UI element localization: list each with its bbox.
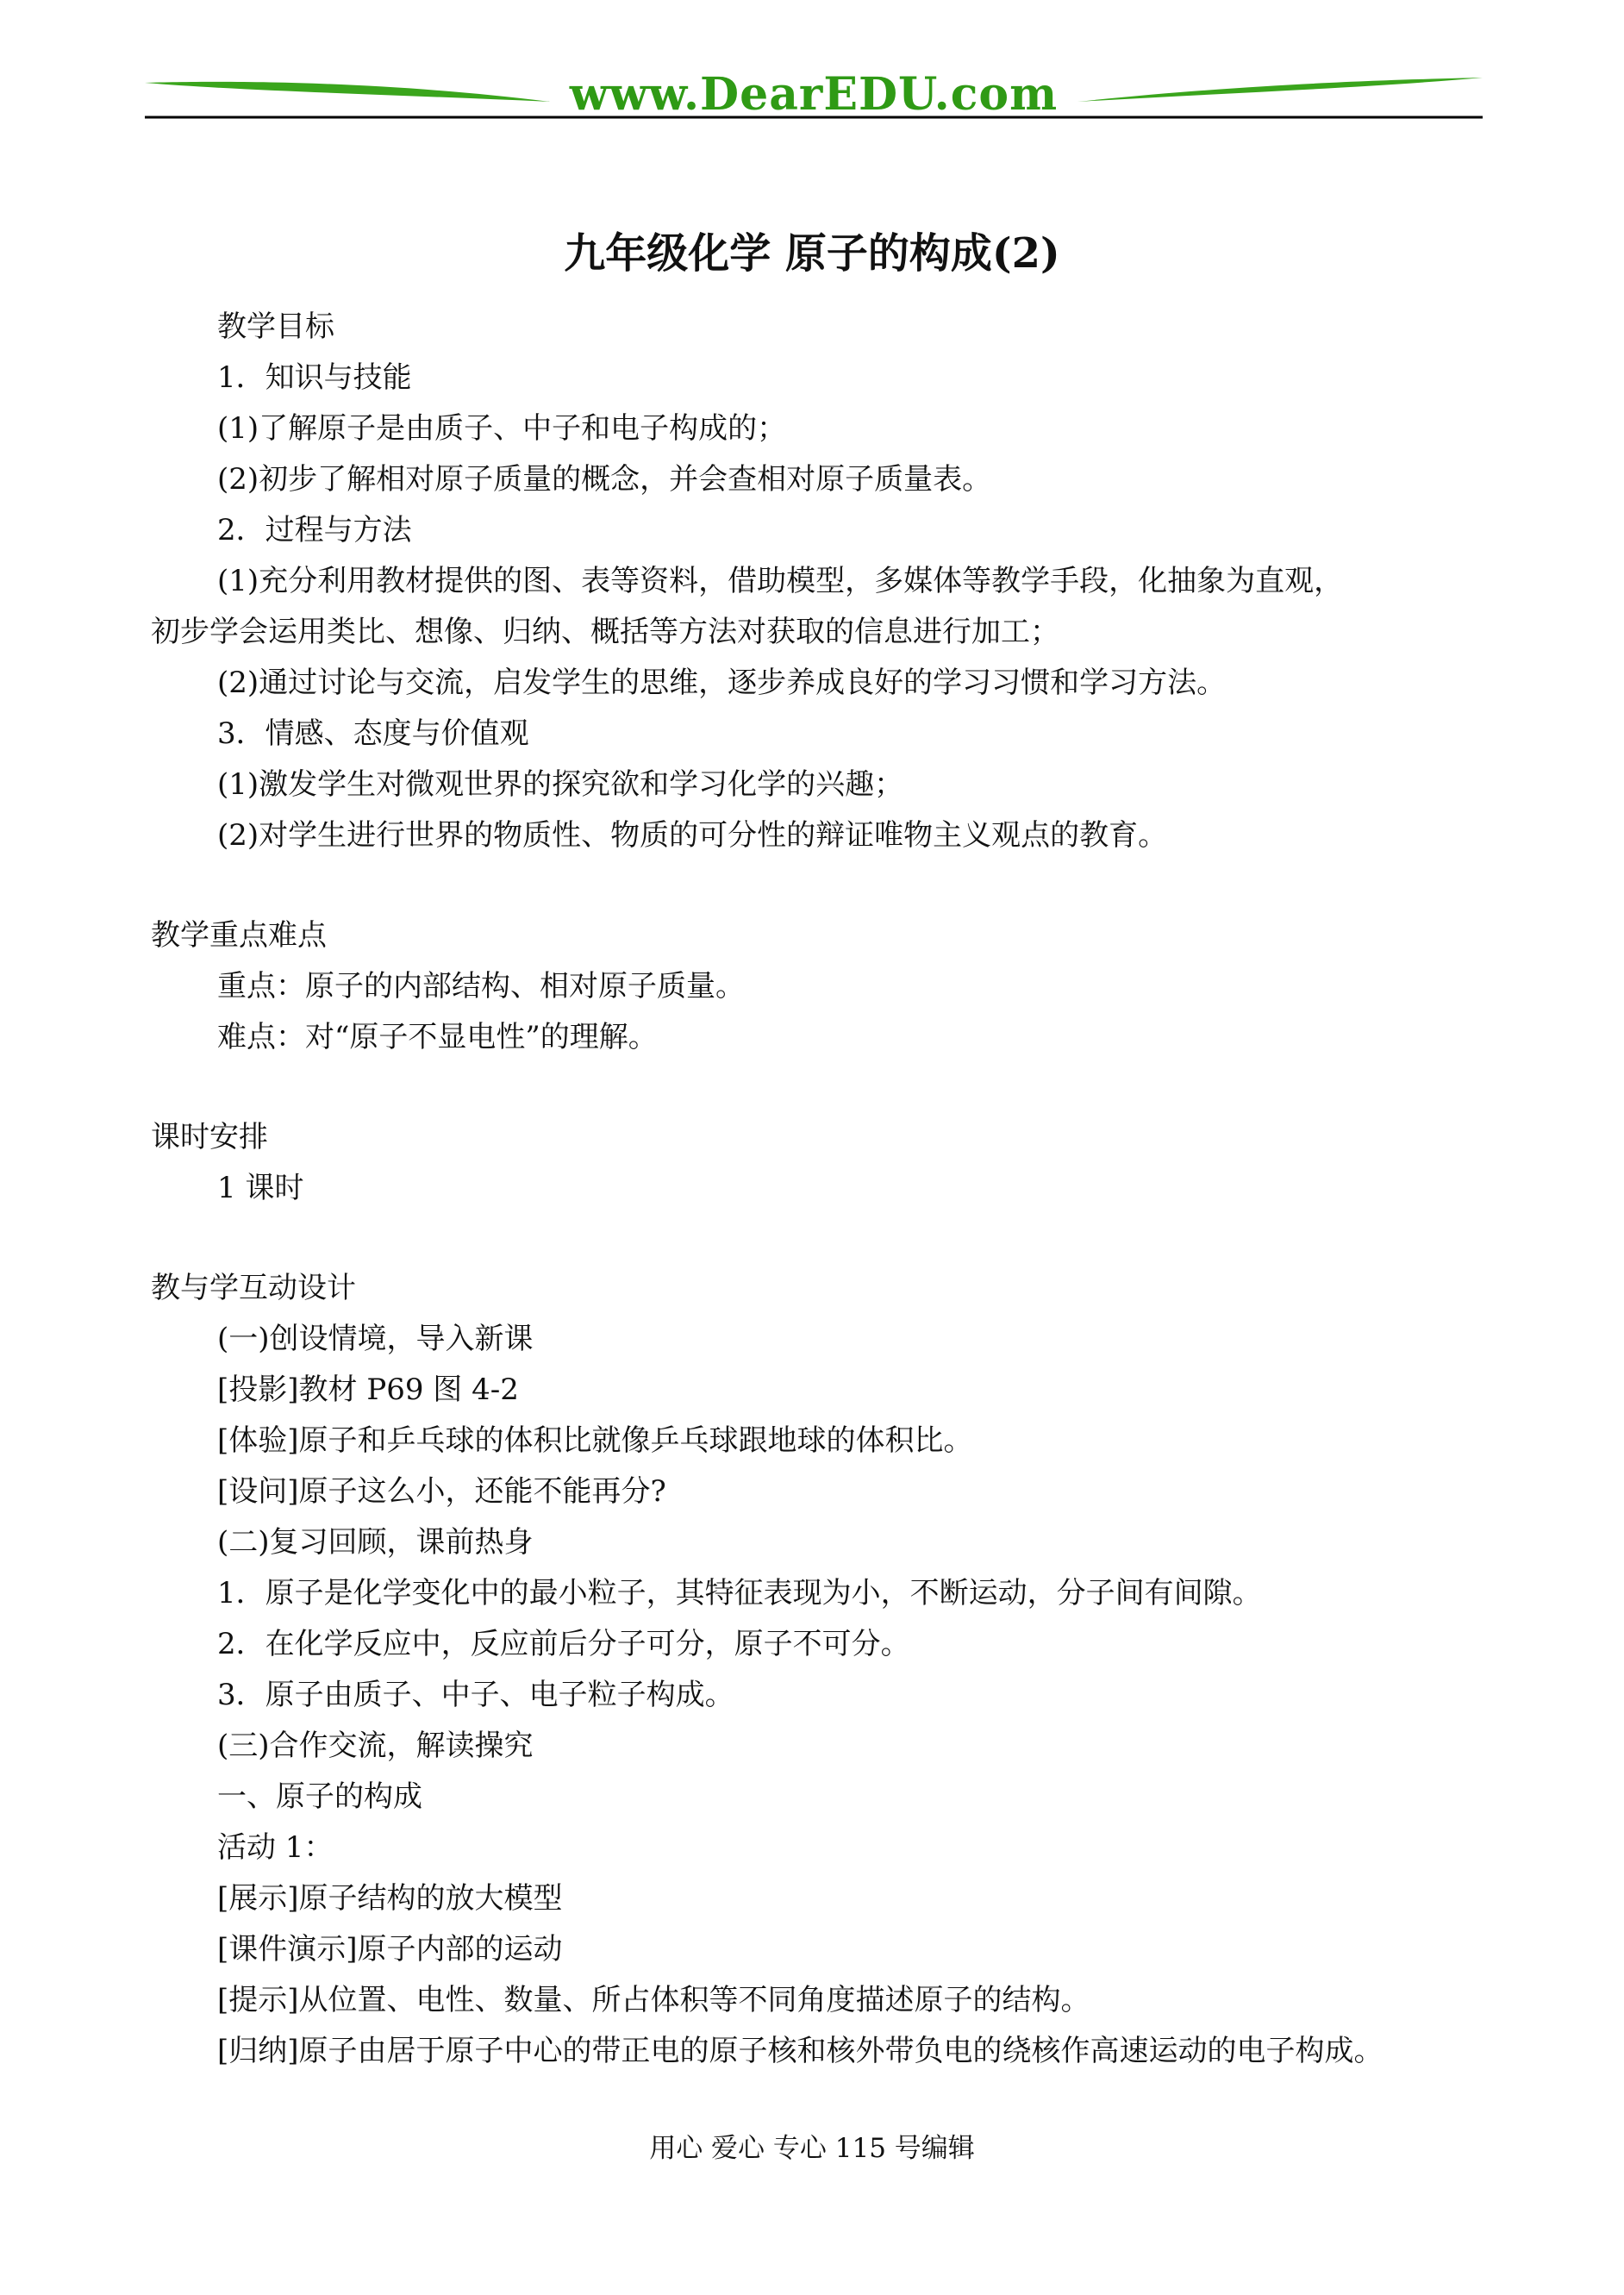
section-heading: 课时安排 xyxy=(151,1120,268,1154)
body-line: [投影]教材 P69 图 4-2 xyxy=(217,1373,519,1407)
site-logo: www.DearEDU.com xyxy=(569,68,1059,121)
body-line: 2．过程与方法 xyxy=(217,513,412,547)
body-line: (二)复习回顾，课前热身 xyxy=(217,1525,534,1560)
document-title: 九年级化学 原子的构成(2) xyxy=(564,229,1060,278)
body-line: [课件演示]原子内部的运动 xyxy=(217,1932,563,1967)
body-line: (2)初步了解相对原子质量的概念，并会查相对原子质量表。 xyxy=(217,462,992,497)
body-line: [提示]从位置、电性、数量、所占体积等不同角度描述原子的结构。 xyxy=(217,1983,1090,2017)
body-line-continuation: 初步学会运用类比、想像、归纳、概括等方法对获取的信息进行加工； xyxy=(151,615,1059,649)
section-heading: 教与学互动设计 xyxy=(151,1271,356,1305)
body-line: [设问]原子这么小，还能不能再分? xyxy=(217,1474,666,1509)
body-line: 重点：原子的内部结构、相对原子质量。 xyxy=(217,969,745,1004)
body-line: (1)充分利用教材提供的图、表等资料，借助模型，多媒体等教学手段，化抽象为直观， xyxy=(217,564,1344,598)
body-line: 3．原子由质子、中子、电子粒子构成。 xyxy=(217,1678,734,1712)
body-line: [展示]原子结构的放大模型 xyxy=(217,1881,563,1916)
body-line: [归纳]原子由居于原子中心的带正电的原子核和核外带负电的绕核作高速运动的电子构成。 xyxy=(217,2034,1384,2068)
body-line: 难点：对“原子不显电性”的理解。 xyxy=(217,1020,658,1054)
section-heading: 教学重点难点 xyxy=(151,918,327,953)
section-heading: 教学目标 xyxy=(217,310,334,344)
section-spacer xyxy=(151,861,1496,910)
body-line: (1)激发学生对微观世界的探究欲和学习化学的兴趣； xyxy=(217,767,904,802)
body-line: 1．原子是化学变化中的最小粒子，其特征表现为小，不断运动，分子间有间隙。 xyxy=(217,1576,1262,1610)
body-line: [体验]原子和乒乓球的体积比就像乒乓球跟地球的体积比。 xyxy=(217,1423,973,1458)
section-spacer xyxy=(151,1214,1496,1263)
body-line: (一)创设情境，导入新课 xyxy=(217,1322,534,1356)
body-line: 一、原子的构成 xyxy=(217,1779,422,1814)
body-line: (1)了解原子是由质子、中子和电子构成的； xyxy=(217,411,787,446)
body-line: 2．在化学反应中，反应前后分子可分，原子不可分。 xyxy=(217,1627,910,1661)
body-line: (三)合作交流，解读操究 xyxy=(217,1729,534,1763)
body-line: (2)对学生进行世界的物质性、物质的可分性的辩证唯物主义观点的教育。 xyxy=(217,818,1168,853)
page-footer: 用心 爱心 专心 115 号编辑 xyxy=(649,2133,975,2164)
body-line: 活动 1： xyxy=(217,1830,334,1865)
body-line: 3．情感、态度与价值观 xyxy=(217,716,529,751)
section-spacer xyxy=(151,1063,1496,1112)
page-header xyxy=(145,67,1483,121)
body-line: 1 课时 xyxy=(217,1171,304,1205)
body-line: 1．知识与技能 xyxy=(217,360,412,395)
document-body xyxy=(151,302,1496,2077)
body-line: (2)通过讨论与交流，启发学生的思维，逐步养成良好的学习习惯和学习方法。 xyxy=(217,666,1227,700)
